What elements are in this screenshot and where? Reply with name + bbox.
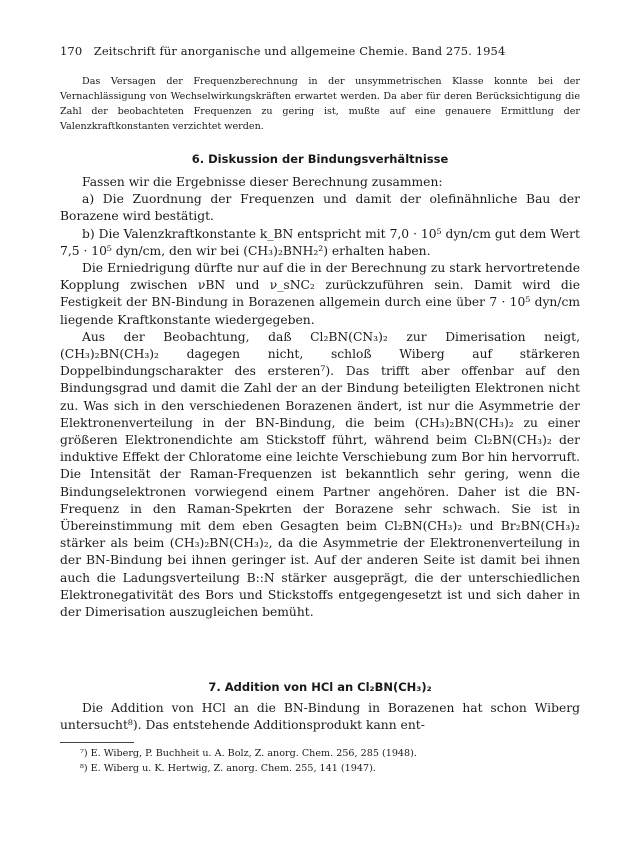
paragraph: a) Die Zuordnung der Frequenzen und damit der olefinähnliche Bau der Borazene wird bestätigt. [60,192,580,224]
section-6-body [60,174,580,621]
page-number: 170 [60,44,83,58]
intro-note-text: Das Versagen der Frequenzberechnung in der unsymmetrischen Klasse konnte bei der Vernachlässigung von Wechselwirkungskräften erwartet werden. Da aber für deren Berücksichtigung die Zahl der beobachteten Frequenzen zu gering ist, mußte auf eine genauere Ermittlung der Valenzkraftkonstanten verzichtet werden. [60,76,580,132]
section-7-heading: 7. Addition von HCl an Cl₂BN(CH₃)₂ [208,680,432,694]
running-header [60,44,580,60]
section-7-body [60,700,580,734]
paragraph: Die Erniedrigung dürfte nur auf die in der Berechnung zu stark hervortretende Kopplung zwischen νBN und ν_sNC₂ zurückzuführen sein. Damit wird die Festigkeit der BN-Bindung in Borazenen allgemein durch eine über 7 · 10⁵ dyn/cm liegende Kraftkonstante wiedergegeben. [60,261,580,327]
paragraph: Fassen wir die Ergebnisse dieser Berechnung zusammen: [82,175,443,189]
footnote-7: ⁷) E. Wiberg, P. Buchheit u. A. Bolz, Z. anorg. Chem. 256, 285 (1948). [80,748,417,759]
footnote-rule [60,742,134,743]
paragraph: Die Addition von HCl an die BN-Bindung in Borazenen hat schon Wiberg untersucht⁸). Das entstehende Additionsprodukt kann ent- [60,701,580,733]
section-6-heading: 6. Diskussion der Bindungsverhältnisse [191,152,449,166]
running-title: Zeitschrift für anorganische und allgemeine Chemie. Band 275. 1954 [93,44,506,58]
intro-note [60,74,580,134]
footnote-8: ⁸) E. Wiberg u. K. Hertwig, Z. anorg. Chem. 255, 141 (1947). [80,763,376,774]
paragraph: Aus der Beobachtung, daß Cl₂BN(CN₃)₂ zur Dimerisation neigt, (CH₃)₂BN(CH₃)₂ dagegen nicht, schloß Wiberg auf stärkeren Doppelbindungscharakter des ersteren⁷). Das trifft aber offenbar auf den Bindungsgrad und damit die Zahl der an der Bindung beteiligten Elektronen nicht zu. Was sich in den verschiedenen Borazenen ändert, ist nur die Asymmetrie der Elektronenverteilung in der BN-Bindung, die beim (CH₃)₂BN(CH₃)₂ zu einer größeren Elektronendichte am Stickstoff führt, während beim Cl₂BN(CH₃)₂ der induktive Effekt der Chloratome eine leichte Verschiebung zum Bor hin hervorruft. Die Intensität der Raman-Frequenzen ist bekanntlich sehr gering, wenn die Bindungselektronen vorwiegend einem Partner angehören. Daher ist die BN-Frequenz in den Raman-Spekrten der Borazene sehr schwach. Sie ist in Übereinstimmung mit dem eben Gesagten beim Cl₂BN(CH₃)₂ und Br₂BN(CH₃)₂ stärker als beim (CH₃)₂BN(CH₃)₂, da die Asymmetrie der Elektronenverteilung in der BN-Bindung bei ihnen geringer ist. Auf der anderen Seite ist damit bei ihnen auch die Ladungsverteilung B::N stärker ausgeprägt, die der unterschiedlichen Elektronegativität des Bors und Stickstoffs entgegengesetzt ist und sich daher in der Dimerisation auszugleichen bemüht. [60,329,580,620]
paragraph: b) Die Valenzkraftkonstante k_BN entspricht mit 7,0 · 10⁵ dyn/cm gut dem Wert 7,5 · 10⁵ dyn/cm, den wir bei (CH₃)₂BNH₂²) erhalten haben. [60,226,580,258]
